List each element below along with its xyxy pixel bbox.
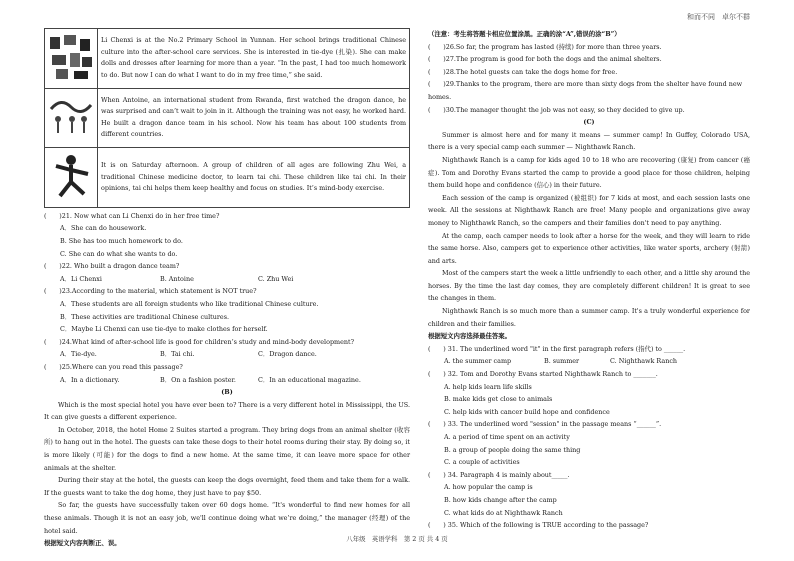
- question-22: [44, 260, 410, 285]
- tf-question-29[interactable]: ( )29.Thanks to the program, there are more than sixty dogs from the shelter have found new homes.: [428, 80, 743, 101]
- option-b[interactable]: B．On a fashion poster.: [160, 375, 236, 384]
- question-stem: ( ) 33. The underlined word "session" in the passage means “______”.: [428, 420, 662, 429]
- passage-c-paragraph: Nighthawk Ranch is so much more than a summer camp. It's a truly wonderful experience for children and their families.: [428, 307, 750, 328]
- passage-c-paragraph: Summer is almost here and for many it means — summer camp! In Guffey, Colorado USA, there is a very special camp each summer — Nighthawk Ranch.: [428, 130, 750, 152]
- right-column: [428, 28, 750, 532]
- question-stem: ( ) 34. Paragraph 4 is mainly about_____.: [428, 470, 570, 479]
- option-b[interactable]: B. a group of people doing the same thing: [444, 445, 581, 454]
- tf-question-26[interactable]: ( )26.So far, the program has lasted (持续) for more than three years.: [428, 42, 662, 51]
- option-b[interactable]: B. make kids get close to animals: [444, 395, 553, 404]
- answer-sheet-note: （注意：考生将答题卡相应位置涂黑。正确的涂“A”,错误的涂“B”）: [428, 30, 621, 38]
- question-stem: ( )25.Where can you read this passage?: [44, 362, 183, 371]
- question-23: [44, 285, 410, 335]
- section-c-title: (C): [583, 118, 595, 127]
- tai-chi-picture-icon: [45, 148, 98, 208]
- option-b[interactable]: B．Tai chi.: [160, 350, 195, 359]
- option-a[interactable]: A．Li Chenxi: [60, 274, 102, 283]
- question-32: [428, 368, 750, 418]
- question-24: [44, 336, 410, 361]
- question-stem: ( )21. Now what can Li Chenxi do in her free time?: [44, 211, 220, 220]
- page-motto: 和而不同 卓尔不群: [687, 13, 750, 21]
- options-row: [428, 355, 750, 368]
- table-row: [45, 29, 410, 89]
- question-21: [44, 210, 410, 260]
- options-row: [44, 273, 410, 286]
- option-b[interactable]: B. She has too much homework to do.: [60, 236, 183, 245]
- question-stem: ( ) 32. Tom and Dorothy Evans started Nighthawk Ranch to _______.: [428, 370, 658, 379]
- option-b[interactable]: B．These activities are traditional Chinese cultures.: [60, 312, 230, 321]
- reading-a-text-1: Li Chenxi is at the No.2 Primary School in Yunnan. Her school brings traditional Chinese culture into the after-school care services. She is interested in tie-dye (扎染). She can make dolls and dresses after learning for more than a year. “In the past, I had too much homework to do. But now I can do what I want to do in my free time,” she said.: [98, 29, 410, 89]
- passage-c-paragraph: Each session of the camp is organized (被组织) for 7 kids at most, and each session lasts one week. All the sessions at Nighthawk Ranch are free! Many people and organizations give away money to Nighthawk Ranch, so the campers and their families don't need to pay anything.: [428, 193, 750, 227]
- tf-question-27[interactable]: ( )27.The program is good for both the dogs and the animal shelters.: [428, 55, 662, 64]
- passage-c-paragraph: At the camp, each camper needs to look after a horse for the week, and they will learn to ride the same horse. Also, campers get to experience other activities, like water sports, archery (射箭) and arts.: [428, 231, 750, 265]
- option-b[interactable]: B. summer: [544, 357, 580, 366]
- section-b-instruction: 根据短文内容判断正、误。: [44, 539, 121, 548]
- section-c-instruction: 根据短文内容选择最佳答案。: [428, 332, 512, 341]
- passage-c-paragraph: Most of the campers start the week a little unfriendly to each other, and a little shy around the horses. By the time the last day comes, they are completely different children! It is great to see the changes in them.: [428, 269, 750, 303]
- question-33: [428, 418, 750, 468]
- option-a[interactable]: A. a period of time spent on an activity: [444, 433, 570, 441]
- option-a[interactable]: A．Tie-dye.: [60, 350, 97, 359]
- passage-c-paragraph: Nighthawk Ranch is a camp for kids aged 10 to 18 who are recovering (康复) from cancer (癌症). Tom and Dorothy Evans started the camp to provide a good place for those children, helping them build hope and confidence (信心) in their future.: [428, 155, 750, 190]
- question-35: [428, 519, 750, 532]
- dragon-dance-picture-icon: [45, 88, 98, 148]
- option-c[interactable]: C. Nighthawk Ranch: [610, 357, 678, 366]
- passage-b-paragraph: Which is the most special hotel you have ever been to? There is a very different hotel in Mississippi, the US. It can give guests a different experience.: [44, 400, 410, 422]
- passage-b-paragraph: So far, the guests have successfully taken over 60 dogs home. “It's wonderful to find new homes for all these animals. Though it is not an easy job, we'll continue doing what we’re doing,” the manager (经理) of the hotel said.: [44, 501, 410, 535]
- question-stem: ( ) 35. Which of the following is TRUE according to the passage?: [428, 521, 649, 530]
- option-b[interactable]: B. Antoine: [160, 274, 194, 283]
- option-a[interactable]: A．She can do housework.: [60, 224, 147, 233]
- reading-a-text-2: When Antoine, an international student from Rwanda, first watched the dragon dance, he was surprised and can’t wait to join in it. Although the training was not easy, he worked hard. He built a dragon dance team in his school. Now his team has about 100 students from different countries.: [98, 88, 410, 148]
- tf-question-30[interactable]: ( )30.The manager thought the job was not easy, so they decided to give up.: [428, 105, 685, 114]
- question-25: [44, 361, 410, 386]
- section-b-title: (B): [221, 388, 233, 397]
- option-a[interactable]: A. help kids learn life skills: [444, 382, 532, 391]
- option-c[interactable]: C. what kids do at Nighthawk Ranch: [444, 508, 563, 517]
- option-b[interactable]: B. how kids change after the camp: [444, 495, 557, 504]
- question-stem: ( )24.What kind of after-school life is good for children’s study and mind-body development?: [44, 337, 354, 346]
- table-row: [45, 148, 410, 208]
- question-stem: ( )23.According to the material, which statement is NOT true?: [44, 287, 257, 296]
- question-stem: ( ) 31. The underlined word "it" in the first paragraph refers (指代) to ______.: [428, 344, 686, 353]
- reading-a-table: [44, 28, 410, 208]
- left-column: [44, 28, 410, 550]
- question-31: [428, 343, 750, 368]
- question-stem: ( )22. Who built a dragon dance team?: [44, 262, 180, 271]
- tf-question-28[interactable]: ( )28.The hotel guests can take the dogs home for free.: [428, 67, 618, 76]
- page-footer: 八年级 英语学科 第 2 页 共 4 页: [346, 535, 448, 543]
- question-34: [428, 469, 750, 519]
- reading-a-text-3: It is on Saturday afternoon. A group of children of all ages are following Zhu Wei, a traditional Chinese medicine doctor, to learn tai chi. These children like tai chi. In their opinions, tai chi helps them keep healthy and focus on studies. It’s mind-body exercise.: [98, 148, 410, 208]
- option-c[interactable]: C．In an educational magazine.: [258, 375, 361, 384]
- table-row: [45, 88, 410, 148]
- options-row: [44, 374, 410, 387]
- option-a[interactable]: A．These students are all foreign students who like traditional Chinese culture.: [60, 299, 319, 308]
- passage-b-paragraph: In October, 2018, the hotel Home 2 Suites started a program. They bring dogs from an animal shelter (收容所) to hang out in the hotel. The guests can take these dogs to their hotel rooms during their stay. By doing so, it is more likely (可能) for the dogs to find a new home. At the same time, it can leave more space for other animals at the shelter.: [44, 425, 410, 472]
- option-a[interactable]: A. the summer camp: [444, 357, 512, 366]
- option-c[interactable]: C．Maybe Li Chenxi can use tie-dye to make clothes for herself.: [60, 325, 268, 334]
- option-c[interactable]: C. help kids with cancer build hope and confidence: [444, 407, 610, 416]
- crafts-picture-icon: [45, 29, 98, 89]
- passage-b-paragraph: During their stay at the hotel, the guests can keep the dogs overnight, feed them and take them for a walk. If the guests want to take the dog home, they just have to pay $50.: [44, 476, 410, 497]
- option-a[interactable]: A. how popular the camp is: [444, 483, 533, 492]
- option-c[interactable]: C. Zhu Wei: [258, 274, 294, 283]
- option-c[interactable]: C. a couple of activities: [444, 458, 520, 467]
- option-a[interactable]: A．In a dictionary.: [60, 375, 120, 384]
- option-c[interactable]: C. She can do what she wants to do.: [60, 249, 178, 258]
- option-c[interactable]: C．Dragon dance.: [258, 350, 317, 359]
- options-row: [44, 348, 410, 361]
